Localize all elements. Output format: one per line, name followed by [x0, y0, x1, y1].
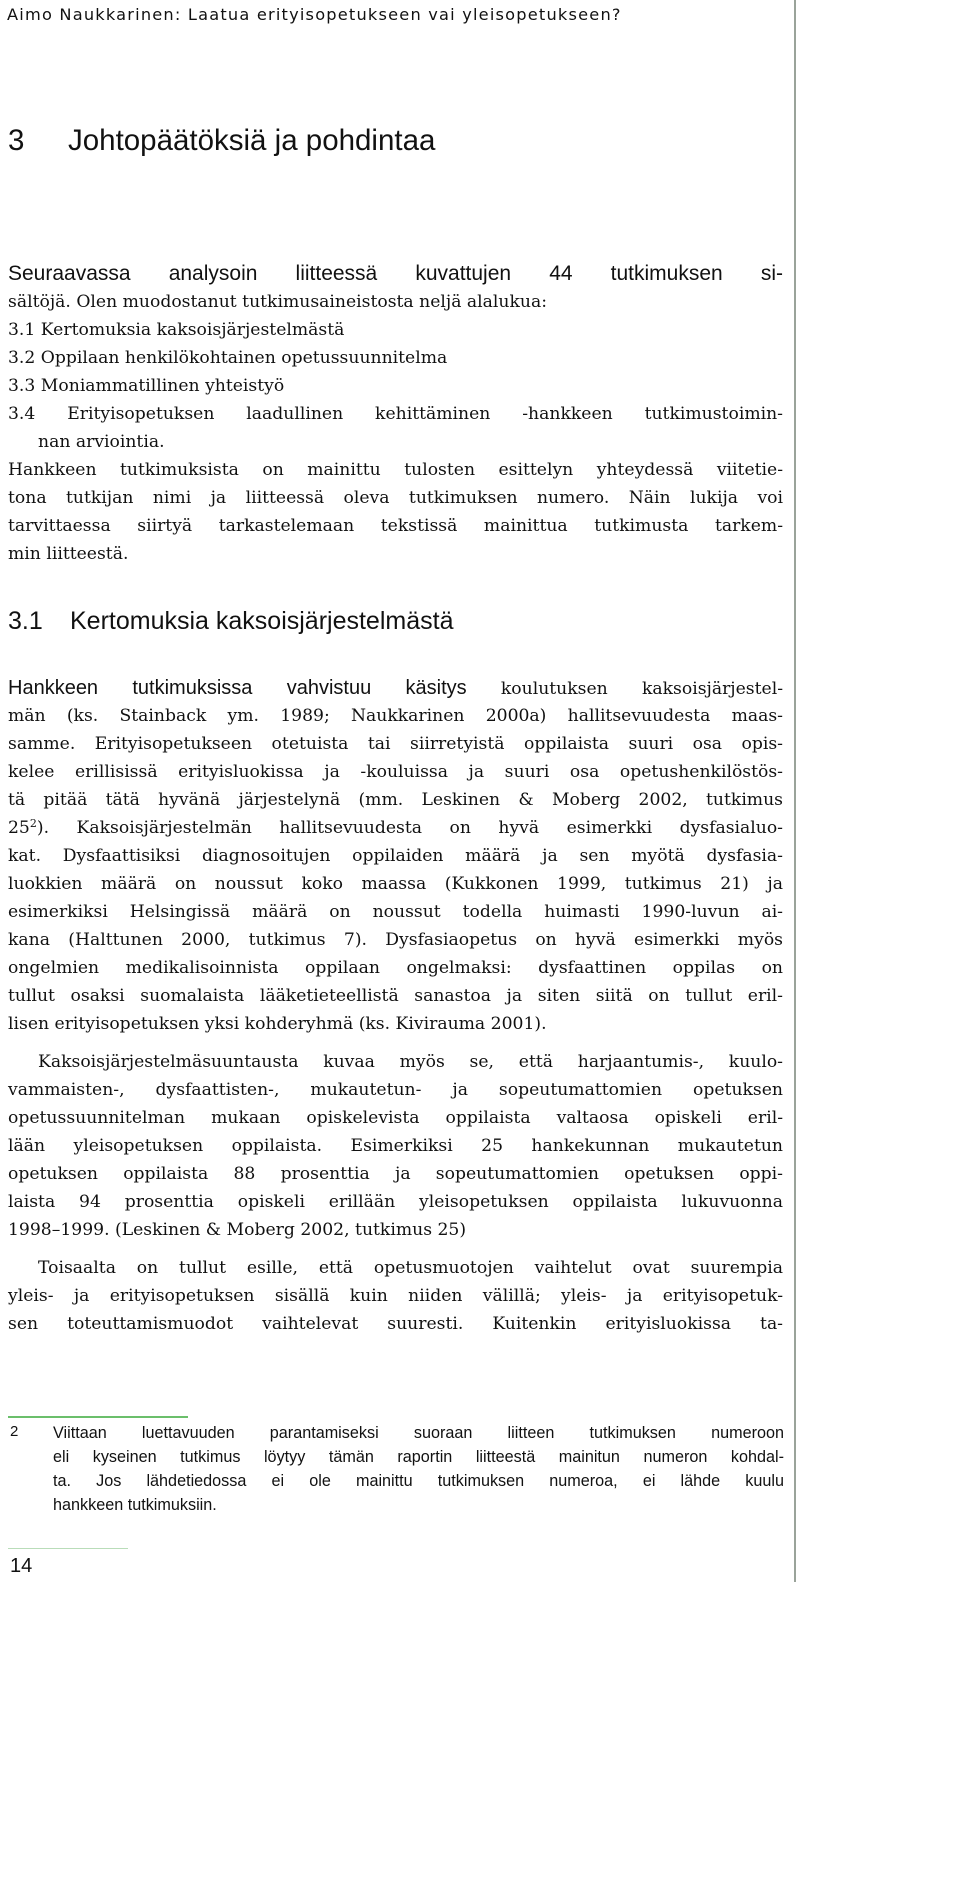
body1-line: lisen erityisopetuksen yksi kohderyhmä (ks. Kivirauma 2001).: [8, 1014, 547, 1034]
intro-list-item-cont: nan arviointia.: [38, 432, 165, 452]
body3-line: yleis- ja erityisopetuksen sisällä kuin niiden välillä; yleis- ja erityisopetuk-: [8, 1286, 783, 1306]
intro-list-item: 3.3 Moniammatillinen yhteistyö: [8, 376, 285, 396]
intro-line: Seuraavassa analysoin liitteessä kuvattujen 44 tutkimuksen si-: [8, 262, 783, 285]
footnote-line: eli kyseinen tutkimus löytyy tämän raportin liitteestä mainitun numeron kohdal-: [53, 1448, 784, 1466]
intro-para-line: Hankkeen tutkimuksista on mainittu tulosten esittelyn yhteydessä viitetie-: [8, 460, 783, 480]
body2-line: 1998–1999. (Leskinen & Moberg 2002, tutkimus 25): [8, 1220, 467, 1240]
footnote-mark: 2: [10, 1423, 19, 1440]
body1-line: luokkien määrä on noussut koko maassa (Kukkonen 1999, tutkimus 21) ja: [8, 874, 783, 894]
body1-line: samme. Erityisopetukseen otetuista tai siirretyistä oppilaista suuri osa opis-: [8, 734, 783, 754]
intro-para-line: tona tutkijan nimi ja liitteessä oleva tutkimuksen numero. Näin lukija voi: [8, 488, 783, 508]
body2-line: lään yleisopetuksen oppilaista. Esimerkiksi 25 hankekunnan mukautetun: [8, 1136, 783, 1156]
page-number: 14: [10, 1555, 33, 1577]
ref-number: 25: [8, 818, 30, 838]
chapter-title: Johtopäätöksiä ja pohdintaa: [68, 124, 436, 157]
page-number-rule: [8, 1548, 128, 1549]
chapter-number: 3: [8, 124, 25, 157]
footnote-line: Viittaan luettavuuden parantamiseksi suoraan liitteen tutkimuksen numeroon: [53, 1424, 784, 1442]
body2-line: Kaksoisjärjestelmäsuuntausta kuvaa myös se, että harjaantumis-, kuulo-: [38, 1052, 783, 1072]
page-edge-rule: [794, 0, 796, 1582]
body1-line: kana (Halttunen 2000, tutkimus 7). Dysfasiaopetus on hyvä esimerkki myös: [8, 930, 783, 950]
intro-list-item: 3.1 Kertomuksia kaksoisjärjestelmästä: [8, 320, 345, 340]
section-heading: [8, 607, 453, 636]
body1-line: kat. Dysfaattisiksi diagnosoitujen oppilaiden määrä ja sen myötä dysfasia-: [8, 846, 783, 866]
section-number: 3.1: [8, 607, 43, 635]
body2-line: opetuksen oppilaista 88 prosenttia ja sopeutumattomien opetuksen oppi-: [8, 1164, 783, 1184]
lead-phrase: Hankkeen tutkimuksissa vahvistuu käsitys: [8, 677, 467, 699]
body1-line: män (ks. Stainback ym. 1989; Naukkarinen 2000a) hallitsevuudesta maas-: [8, 706, 783, 726]
intro-para-line: tarvittaessa siirtyä tarkastelemaan tekstissä mainittua tutkimusta tarkem-: [8, 516, 783, 536]
body2-line: opetussuunnitelman mukaan opiskelevista oppilaista valtaosa opiskeli eril-: [8, 1108, 783, 1128]
footnote-ref[interactable]: 2: [29, 817, 37, 830]
body3-line: Toisaalta on tullut esille, että opetusmuotojen vaihtelut ovat suurempia: [38, 1258, 783, 1278]
body1-line: tullut osaksi suomalaista lääketieteellistä sanastoa ja siten siitä on tullut eril-: [8, 986, 783, 1006]
body1-line: kelee erillisissä erityisluokissa ja -kouluissa ja suuri osa opetushenkilöstös-: [8, 762, 783, 782]
body1-line: esimerkiksi Helsingissä määrä on noussut todella huimasti 1990-luvun ai-: [8, 902, 783, 922]
body2-line: vammaisten-, dysfaattisten-, mukautetun- ja sopeutumattomien opetuksen: [8, 1080, 783, 1100]
ref-rest: ). Kaksoisjärjestelmän hallitsevuudesta on hyvä esimerkki dysfasialuo-: [36, 818, 783, 838]
footnote-line: hankkeen tutkimuksiin.: [53, 1496, 217, 1514]
intro-list-item: 3.2 Oppilaan henkilökohtainen opetussuunnitelma: [8, 348, 448, 368]
chapter-heading: [8, 124, 435, 158]
footnote-rule: [8, 1416, 188, 1418]
intro-para-line: min liitteestä.: [8, 544, 129, 564]
intro-list-item: 3.4 Erityisopetuksen laadullinen kehittäminen -hankkeen tutkimustoimin-: [8, 404, 783, 424]
footnote-line: ta. Jos lähdetiedossa ei ole mainittu tutkimuksen numeroa, ei lähde kuulu: [53, 1472, 784, 1490]
intro-line: sältöjä. Olen muodostanut tutkimusaineistosta neljä alalukua:: [8, 292, 547, 312]
section-title: Kertomuksia kaksoisjärjestelmästä: [70, 607, 454, 635]
body1-lead-line: [8, 674, 783, 702]
body1-line-footnote-ref: [8, 814, 783, 842]
body2-line: laista 94 prosenttia opiskeli erillään yleisopetuksen oppilaista lukuvuonna: [8, 1192, 783, 1212]
running-header: Aimo Naukkarinen: Laatua erityisopetukseen vai yleisopetukseen?: [7, 5, 622, 24]
body1-line: ongelmien medikalisoinnista oppilaan ongelmaksi: dysfaattinen oppilas on: [8, 958, 783, 978]
lead-rest: koulutuksen kaksoisjärjestel-: [466, 679, 784, 699]
body3-line: sen toteuttamismuodot vaihtelevat suuresti. Kuitenkin erityisluokissa ta-: [8, 1314, 783, 1334]
body1-line: tä pitää tätä hyvänä järjestelynä (mm. Leskinen & Moberg 2002, tutkimus: [8, 790, 783, 810]
